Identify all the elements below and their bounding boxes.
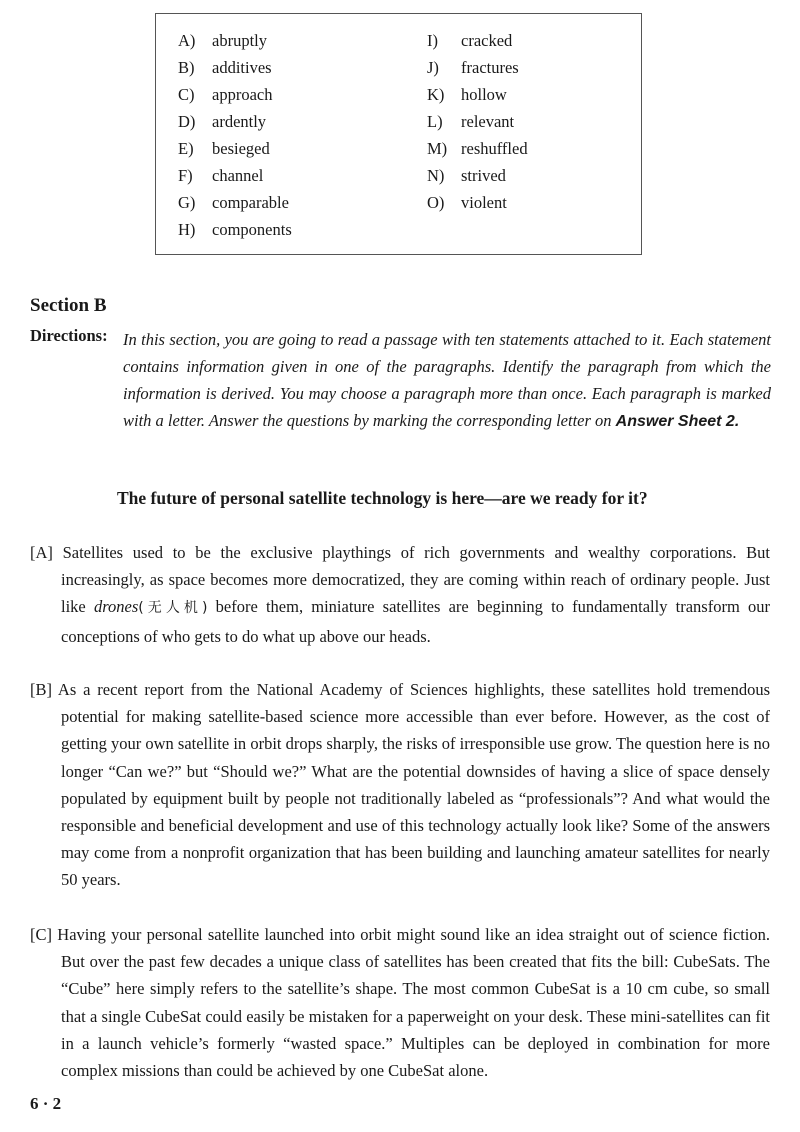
word-option: [427, 193, 507, 213]
word-option: [427, 85, 507, 105]
option-word: fractures: [461, 58, 519, 77]
word-option: [178, 139, 270, 159]
directions-text: [123, 326, 771, 435]
section-title: Section B: [30, 295, 107, 316]
chinese-gloss: (无人机): [138, 600, 208, 617]
word-option: [427, 58, 519, 78]
word-option: [178, 85, 272, 105]
option-word: strived: [461, 166, 506, 185]
paragraph-letter: [C]: [30, 925, 52, 944]
word-option: [427, 166, 506, 186]
word-option: [427, 139, 528, 159]
option-word: approach: [212, 85, 273, 104]
option-letter: N): [427, 166, 445, 185]
option-letter: F): [178, 166, 193, 185]
option-letter: I): [427, 31, 438, 50]
word-option: [178, 112, 266, 132]
option-letter: C): [178, 85, 195, 104]
word-option: [178, 58, 272, 78]
option-letter: D): [178, 112, 196, 131]
page-number: 6 · 2: [30, 1094, 62, 1113]
word-option: [427, 112, 514, 132]
option-letter: G): [178, 193, 196, 212]
word-option: [427, 31, 512, 51]
paragraph-text: As a recent report from the National Academy of Sciences highlights, these satellites hold tremendous potential for making satellite-based science more accessible than ever before. However, as the cost of getting your own satellite in orbit drops sharply, the risks of irresponsible use grow. The question here is no longer “Can we?” but “Should we?” What are the potential downsides of having a slice of space densely populated by equipment built by people not traditionally labeled as “professionals”? And what would the responsible and beneficial development and use of this technology actually look like? Some of the answers may come from a nonprofit organization that has been building and launching amateur satellites for nearly 50 years.: [52, 680, 770, 890]
option-letter: O): [427, 193, 445, 212]
word-option: [178, 166, 263, 186]
option-letter: A): [178, 31, 196, 50]
option-word: relevant: [461, 112, 515, 131]
option-word: channel: [212, 166, 264, 185]
paragraph-text: Satellites used to be the exclusive playthings of rich governments and wealthy corporations. But increasingly, as space becomes more democratized, they are coming within reach of ordinary people. Just like: [52, 543, 770, 617]
paragraph-letter: [A]: [30, 543, 53, 562]
option-word: abruptly: [212, 31, 267, 50]
option-word: besieged: [212, 139, 270, 158]
option-word: comparable: [212, 193, 289, 212]
option-word: additives: [212, 58, 272, 77]
paragraph-text: Having your personal satellite launched into orbit might sound like an idea straight out of science fiction. But over the past few decades a unique class of satellites has been created that fits the bill: CubeSats. The “Cube” here simply refers to the satellite’s shape. The most common CubeSat is a 10 cm cube, so small that a single CubeSat could easily be mistaken for a paperweight on your desk. These mini-satellites can fit in a launch vehicle’s formerly “wasted space.” Multiples can be deployed in combination for more complex missions than could be achieved by one CubeSat alone.: [52, 925, 770, 1081]
option-letter: E): [178, 139, 194, 158]
option-letter: M): [427, 139, 448, 158]
word-option: [178, 193, 289, 213]
passage-title: The future of personal satellite technology is here—are we ready for it?: [117, 488, 648, 508]
option-word: violent: [461, 193, 507, 212]
option-word: hollow: [461, 85, 507, 104]
word-option: [178, 220, 292, 240]
paragraph-b: [30, 676, 770, 894]
directions-body: In this section, you are going to read a passage with ten statements attached to it. Each statement contains information given in one of the paragraphs. Identify the paragraph from which the information is derived. You may choose a paragraph more than once. Each paragraph is marked with a letter. Answer the questions by marking the corresponding letter on: [123, 330, 771, 430]
word-option: [178, 31, 267, 51]
paragraph-letter: [B]: [30, 680, 52, 699]
option-letter: L): [427, 112, 443, 131]
option-word: reshuffled: [461, 139, 528, 158]
option-word: cracked: [461, 31, 513, 50]
option-letter: H): [178, 220, 196, 239]
paragraph-c: [30, 921, 770, 1084]
directions-label: Directions:: [30, 326, 108, 345]
italic-term: drones: [93, 597, 139, 617]
option-letter: J): [427, 58, 439, 77]
answer-sheet-reference: Answer Sheet 2.: [615, 413, 740, 430]
option-letter: B): [178, 58, 195, 77]
paragraph-a: [30, 539, 770, 650]
option-letter: K): [427, 85, 445, 104]
word-bank: [155, 13, 642, 255]
paragraph-text: before them, miniature satellites are beginning to fundamentally transform our conceptions of who gets to do what up above our heads.: [61, 597, 770, 646]
option-word: components: [212, 220, 292, 239]
option-word: ardently: [212, 112, 267, 131]
